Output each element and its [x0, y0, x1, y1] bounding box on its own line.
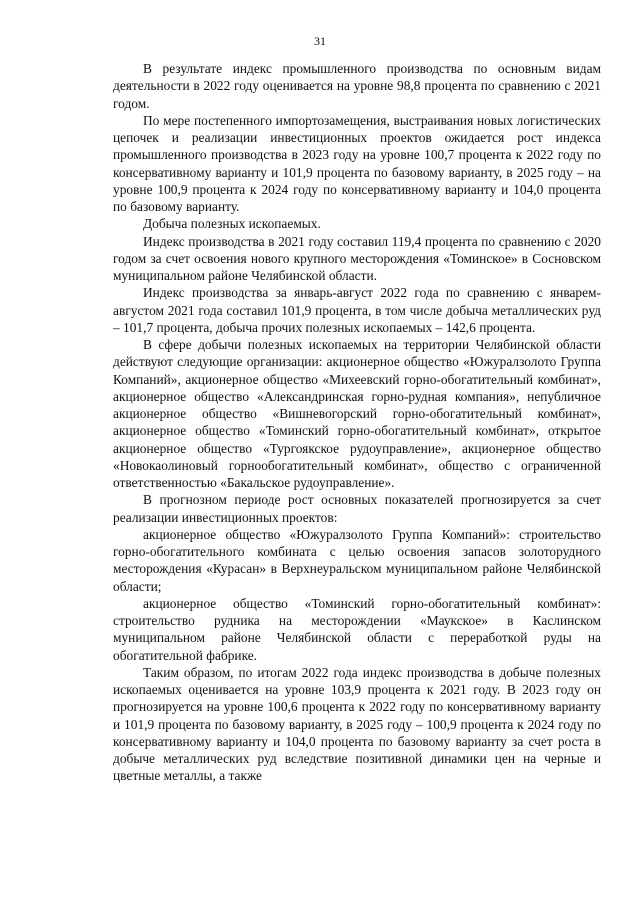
page-number: 31: [314, 34, 326, 48]
list-item: акционерное общество «Томинский горно-обогатительный комбинат»: строительство рудника на месторождении «Маукское» в Каслинском муниципальном районе Челябинской области с переработкой руды на обогатительной фабрике.: [113, 595, 601, 663]
list-item: акционерное общество «Южуралзолото Группа Компаний»: строительство горно-обогатительного комбината с целью освоения запасов золоторудного месторождения «Курасан» в Верхнеуральском муниципальном районе Челябинской области;: [113, 526, 601, 594]
paragraph: Индекс производства за январь-август 2022 года по сравнению с январем-августом 2021 года составил 101,9 процента, в том числе добыча металлических руд – 101,7 процента, добыча прочих полезных ископаемых – 142,6 процента.: [113, 285, 601, 335]
paragraph: Индекс производства в 2021 году составил 119,4 процента по сравнению с 2020 годом за счет освоения нового крупного месторождения «Томинское» в Сосновском муниципальном районе Челябинской области.: [113, 233, 601, 283]
paragraph: По мере постепенного импортозамещения, выстраивания новых логистических цепочек и реализации инвестиционных проектов ожидается рост индекса промышленного производства в 2023 году на уровне 100,7 процента к 2022 году по консервативному варианту и 101,9 процента по базовому варианту, в 2025 году – на уровне 100,9 процента к 2024 году по консервативному варианту и 104,0 процента по базовому варианту.: [113, 112, 601, 214]
paragraph: Таким образом, по итогам 2022 года индекс производства в добыче полезных ископаемых оценивается на уровне 103,9 процента к 2021 году. В 2023 году он прогнозируется на уровне 100,6 процента к 2022 году по консервативному варианту и 101,9 процента по базовому варианту, в 2025 году – 100,9 процента к 2024 году по консервативному варианту и 104,0 процента по базовому варианту за счет роста в добыче металлических руд вследствие позитивной динамики цен на черные и цветные металлы, а также: [113, 664, 601, 784]
section-heading: Добыча полезных ископаемых.: [143, 216, 321, 232]
document-body: [113, 60, 601, 785]
paragraph: В сфере добычи полезных ископаемых на территории Челябинской области действуют следующие организации: акционерное общество «Южуралзолото Группа Компаний», акционерное общество «Михеевский горно-обогатительный комбинат», акционерное общество «Александринская горно-рудная компания», непубличное акционерное общество «Вишневогорский горно-обогатительный комбинат», акционерное общество «Томинский горно-обогатительный комбинат», открытое акционерное общество «Тургоякское рудоуправление», акционерное общество «Новокаолиновый горнообогатительный комбинат», общество с ограниченной ответственностью «Бакальское рудоуправление».: [113, 337, 601, 490]
paragraph: В результате индекс промышленного производства по основным видам деятельности в 2022 году оценивается на уровне 98,8 процента по сравнению с 2021 годом.: [113, 61, 601, 111]
paragraph: В прогнозном периоде рост основных показателей прогнозируется за счет реализации инвестиционных проектов:: [113, 492, 601, 525]
